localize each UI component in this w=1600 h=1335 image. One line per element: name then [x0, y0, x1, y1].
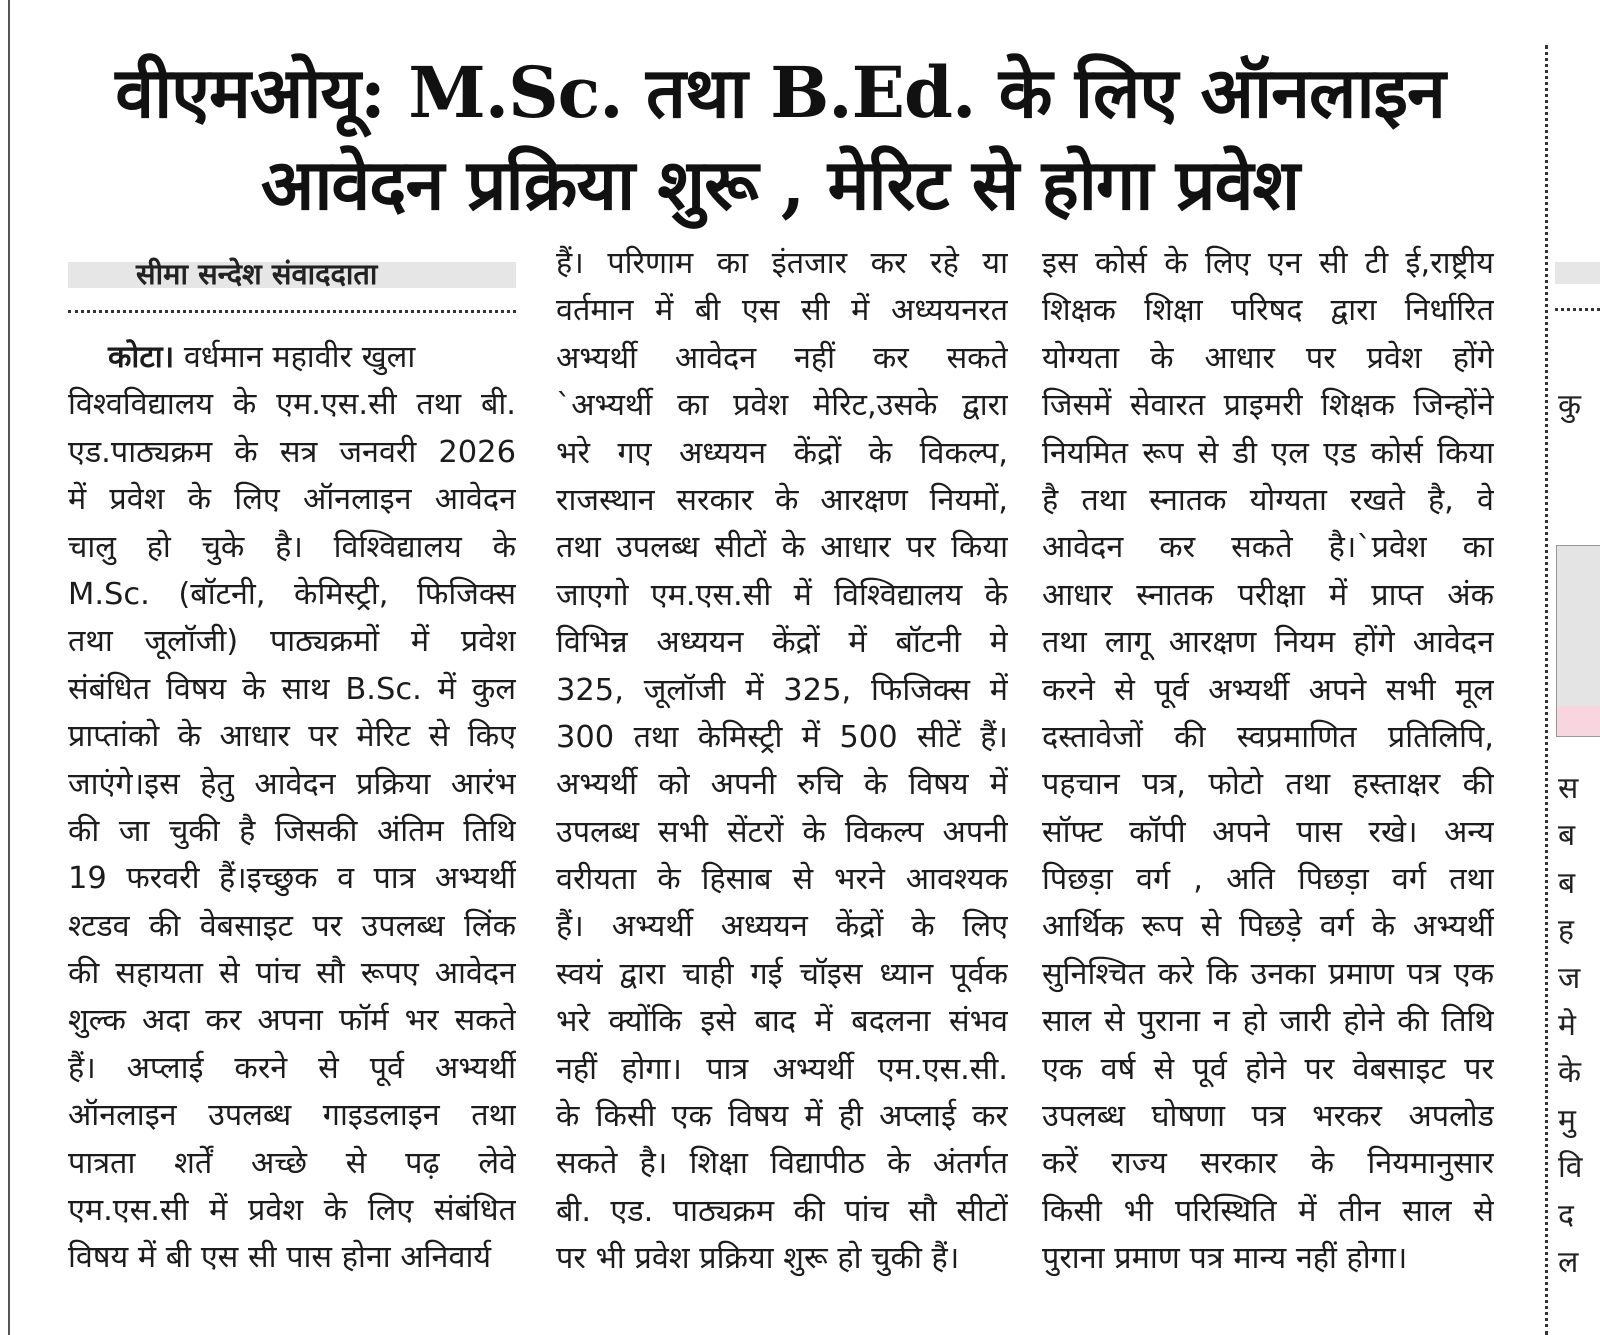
- article-line: M.Sc. (बॉटनी, केमिस्ट्री, फिजिक्स: [68, 576, 516, 612]
- article-line: स्वयं द्वारा चाही गई चॉइस ध्यान पूर्वक: [556, 956, 1008, 992]
- adjacent-fragment-line: द: [1558, 1197, 1574, 1233]
- article-line: एम.एस.सी में प्रवेश के लिए संबंधित: [68, 1193, 516, 1229]
- headline-line-2: आवेदन प्रक्रिया शुरू , मेरिट से होगा प्रवेश: [260, 143, 1300, 226]
- adjacent-fragment-line: ज: [1558, 960, 1581, 996]
- article-line: की जा चुकी है जिसकी अंतिम तिथि: [68, 813, 516, 849]
- article-line: एक वर्ष से पूर्व होने पर वेबसाइट पर: [1042, 1051, 1494, 1087]
- article-line: विषय में बी एस सी पास होना अनिवार्य: [68, 1240, 492, 1276]
- article-line: विभिन्न अध्ययन केंद्रों में बॉटनी मे: [556, 625, 1008, 661]
- article-line: साल से पुराना न हो जारी होने की तिथि: [1042, 1004, 1494, 1040]
- adjacent-fragment-line: मु: [1558, 1102, 1576, 1138]
- adjacent-fragment-line: के: [1558, 1055, 1582, 1091]
- page-left-border: [8, 0, 10, 1335]
- article-line: संबंधित विषय के साथ B.Sc. में कुल: [68, 671, 516, 707]
- article-line: इस कोर्स के लिए एन सी टी ई,राष्ट्रीय: [1042, 246, 1494, 281]
- article-line: जाएगो एम.एस.सी में विश्विद्यालय के: [556, 577, 1008, 613]
- article-line: आर्थिक रूप से पिछड़े वर्ग के अभ्यर्थी: [1042, 909, 1494, 945]
- article-line: जाएंगे।इस हेतु आवेदन प्रक्रिया आरंभ: [68, 766, 516, 802]
- adjacent-article-fragments: [1558, 765, 1600, 1286]
- article-line: दस्तावेजों की स्वप्रमाणित प्रतिलिपि,: [1042, 719, 1494, 755]
- article-line: उपलब्ध घोषणा पत्र भरकर अपलोड: [1042, 1099, 1494, 1135]
- article-column-3: [1042, 240, 1494, 1283]
- article-line: में प्रवेश के लिए ऑनलाइन आवेदन: [68, 482, 516, 518]
- adjacent-fragment-line: ह: [1558, 913, 1574, 949]
- article-line: की सहायता से पांच सौ रूपए आवेदन: [68, 956, 516, 992]
- adjacent-byline-bar: [1555, 262, 1600, 284]
- article-line: सॉफ्ट कॉपी अपने पास रखे। अन्य: [1042, 814, 1494, 850]
- article-line: बी. एड. पाठ्यक्रम की पांच सौ सीटों: [556, 1193, 1008, 1229]
- article-line: शिक्षक शिक्षा परिषद द्वारा निर्धारित: [1042, 293, 1494, 329]
- article-line: विश्वविद्यालय के एम.एस.सी तथा बी.: [68, 387, 516, 423]
- article-line: एड.पाठ्यक्रम के सत्र जनवरी 2026: [68, 434, 516, 470]
- article-line: वरीयता के हिसाब से भरने आवश्यक: [556, 862, 1008, 898]
- article-line: है तथा स्नातक योग्यता रखते है, वे: [1042, 482, 1494, 518]
- dateline: कोटा।: [108, 340, 175, 375]
- article-line: भरे क्योंकि इसे बाद में बदलना संभव: [556, 1004, 1008, 1040]
- article-line: हैं। अप्लाई करने से पूर्व अभ्यर्थी: [68, 1050, 516, 1086]
- article-line: ऑनलाइन उपलब्ध गाइडलाइन तथा: [68, 1098, 516, 1134]
- adjacent-article-fragment-top: कु: [1558, 388, 1582, 423]
- article-line: आवेदन कर सकते है।`प्रवेश का: [1042, 530, 1494, 566]
- article-line: 325, जूलॉजी में 325, फिजिक्स में: [556, 672, 1008, 708]
- article-line: करें राज्य सरकार के नियमानुसार: [1042, 1146, 1494, 1182]
- article-line: अभ्यर्थी को अपनी रुचि के विषय में: [556, 767, 1008, 803]
- article-line: अभ्यर्थी आवेदन नहीं कर सकते: [556, 340, 1008, 376]
- article-line: पर भी प्रवेश प्रक्रिया शुरू हो चुकी हैं।: [556, 1241, 960, 1277]
- article-line: सकते है। शिक्षा विद्यापीठ के अंतर्गत: [556, 1146, 1008, 1182]
- article-line: तथा उपलब्ध सीटों के आधार पर किया: [556, 530, 1008, 566]
- article-line: नहीं होगा। पात्र अभ्यर्थी एम.एस.सी.: [556, 1051, 1008, 1087]
- article-line: तथा लागू आरक्षण नियम होंगे आवेदन: [1042, 625, 1494, 661]
- article-line: योग्यता के आधार पर प्रवेश होंगे: [1042, 340, 1494, 376]
- article-line: वर्तमान में बी एस सी में अध्ययनरत: [556, 293, 1008, 329]
- article-line: पात्रता शर्तें अच्छे से पढ़ लेवे: [68, 1145, 516, 1181]
- adjacent-fragment-line: ब: [1558, 818, 1576, 854]
- adjacent-dotted-rule: [1555, 308, 1600, 311]
- byline: सीमा सन्देश संवाददाता: [136, 257, 378, 291]
- article-line: `अभ्यर्थी का प्रवेश मेरिट,उसके द्वारा: [556, 388, 1008, 424]
- article-line: राजस्थान सरकार के आरक्षण नियमों,: [556, 482, 1008, 518]
- article-line: सुनिश्चित करे कि उनका प्रमाण पत्र एक: [1042, 956, 1494, 992]
- adjacent-fragment-line: वि: [1558, 1150, 1583, 1186]
- adjacent-fragment-line: मे: [1558, 1008, 1576, 1044]
- article-line: कोटा। वर्धमान महावीर खुला: [108, 340, 416, 375]
- article-line: हैं। परिणाम का इंतजार कर रहे या: [556, 246, 1008, 281]
- article-line: पिछड़ा वर्ग , अति पिछड़ा वर्ग तथा: [1042, 862, 1494, 898]
- article-line: श्टडव की वेबसाइट पर उपलब्ध लिंक: [68, 908, 516, 944]
- byline-dotted-rule: [68, 310, 516, 313]
- article-line: 300 तथा केमिस्ट्री में 500 सीटें हैं।: [556, 719, 1008, 755]
- article-line: पहचान पत्र, फोटो तथा हस्ताक्षर की: [1042, 767, 1494, 803]
- article-line: करने से पूर्व अभ्यर्थी अपने सभी मूल: [1042, 672, 1494, 708]
- article-line: भरे गए अध्ययन केंद्रों के विकल्प,: [556, 435, 1008, 471]
- article-line: नियमित रूप से डी एल एड कोर्स किया: [1042, 435, 1494, 471]
- article-line: जिसमें सेवारत प्राइमरी शिक्षक जिन्होंने: [1042, 388, 1494, 424]
- adjacent-fragment-line: ब: [1558, 865, 1576, 901]
- article-line: चालु हो चुके है। विश्विद्यालय के: [68, 529, 516, 565]
- article-line: किसी भी परिस्थिति में तीन साल से: [1042, 1193, 1494, 1229]
- headline-line-1: वीएमओयू: M.Sc. तथा B.Ed. के लिए ऑनलाइन: [115, 51, 1445, 134]
- adjacent-fragment-line: ल: [1558, 1245, 1579, 1281]
- article-line: प्राप्तांको के आधार पर मेरिट से किए: [68, 719, 516, 755]
- adjacent-article-image: [1556, 545, 1600, 737]
- article-line: उपलब्ध सभी सेंटरों के विकल्प अपनी: [556, 814, 1008, 850]
- byline-bar: [68, 257, 516, 291]
- article-line: के किसी एक विषय में ही अप्लाई कर: [556, 1099, 1008, 1135]
- column-separator-dotted: [1545, 45, 1548, 1335]
- article-line: शुल्क अदा कर अपना फॉर्म भर सकते: [68, 1003, 516, 1039]
- article-line: आधार स्नातक परीक्षा में प्राप्त अंक: [1042, 577, 1494, 613]
- adjacent-fragment-line: स: [1558, 771, 1579, 806]
- article-column-2: [556, 240, 1008, 1283]
- article-line: 19 फरवरी हैं।इच्छुक व पात्र अभ्यर्थी: [68, 861, 516, 897]
- article-line: पुराना प्रमाण पत्र मान्य नहीं होगा।: [1042, 1241, 1408, 1277]
- article-column-1: [68, 334, 516, 1282]
- article-line: हैं। अभ्यर्थी अध्ययन केंद्रों के लिए: [556, 909, 1008, 945]
- article-line: तथा जूलॉजी) पाठ्यक्रमों में प्रवेश: [68, 624, 516, 660]
